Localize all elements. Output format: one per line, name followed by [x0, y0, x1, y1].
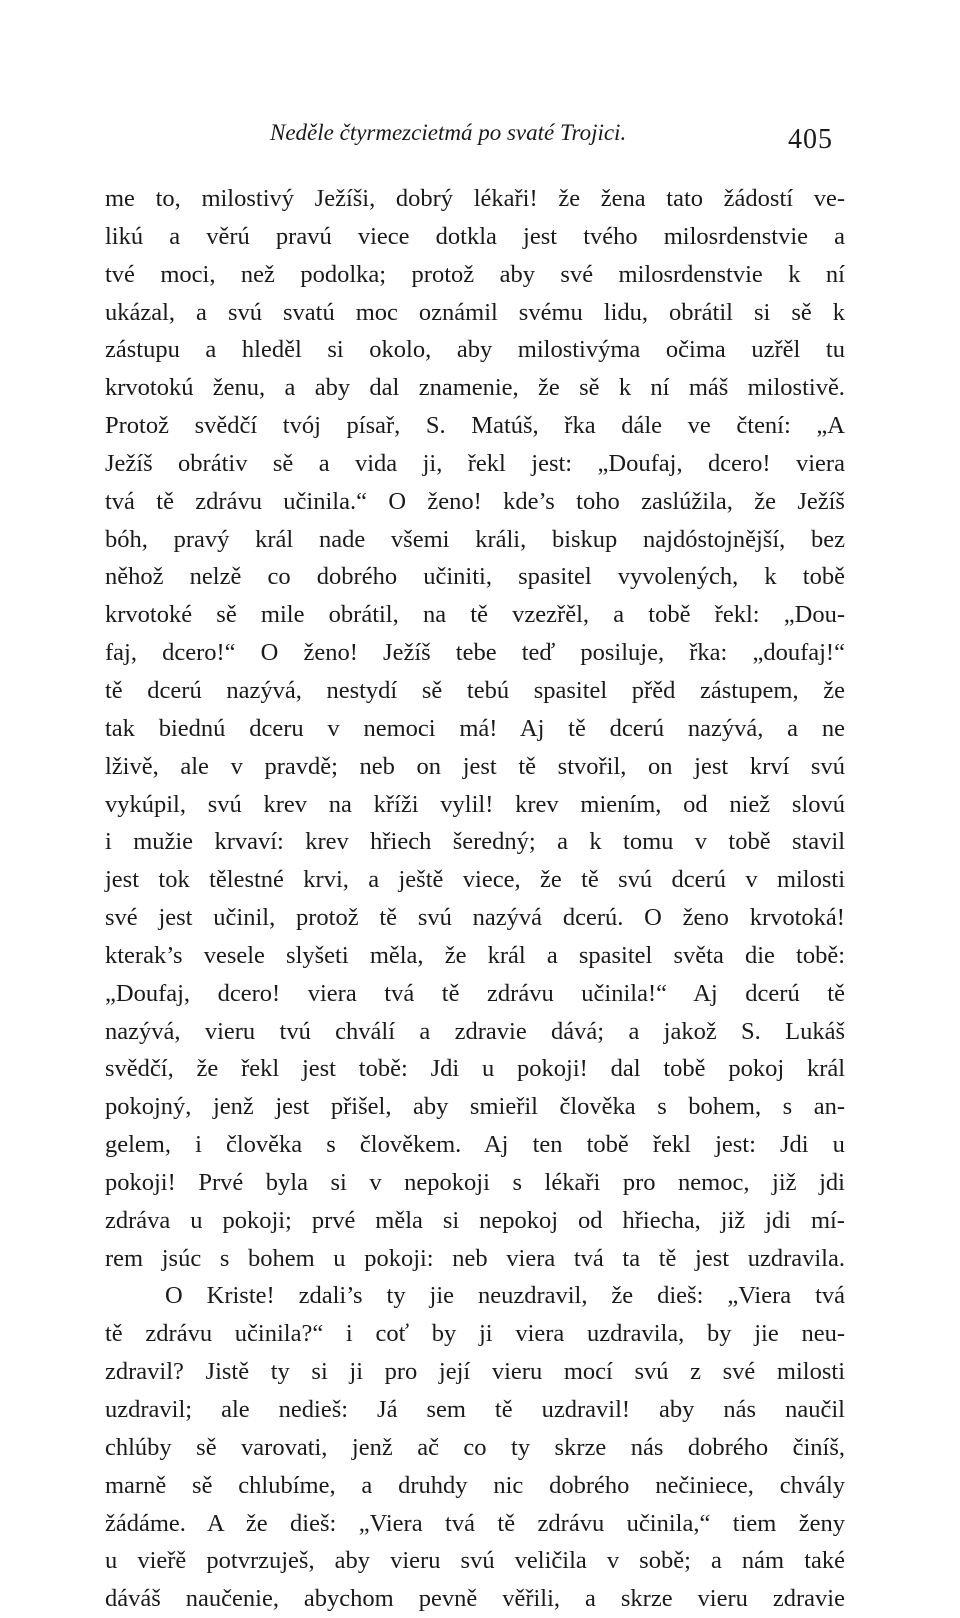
text-line-content: tak biednú dceru v nemoci má! Aj tě dcerú nazývá, a ne [105, 714, 845, 742]
text-line [105, 1013, 845, 1051]
text-line [105, 1467, 845, 1505]
text-line-content: ukázal, a svú svatú moc oznámil svému lidu, obrátil si sě k [105, 298, 845, 326]
text-line [105, 1126, 845, 1164]
text-line [105, 483, 845, 521]
text-line-content: me to, milostivý Ježíši, dobrý lékaři! že žena tato žádostí ve- [105, 185, 846, 212]
text-line [105, 748, 845, 786]
text-line-content: marně sě chlubíme, a druhdy nic dobrého nečiniece, chvály [105, 1471, 846, 1499]
text-line-content: gelem, i člověka s člověkem. Aj ten tobě řekl jest: Jdi u [105, 1131, 845, 1159]
text-line-content: vykúpil, svú krev na kříži vylil! krev miením, od niež slovú [105, 790, 846, 818]
text-line [105, 1240, 845, 1278]
text-line [105, 1050, 845, 1088]
text-line [105, 218, 845, 256]
text-line-content: Protož svědčí tvój písař, S. Matúš, řka dále ve čtení: „A [105, 412, 845, 440]
page-number: 405 [788, 124, 833, 155]
text-line [105, 407, 845, 445]
text-line-content: u vieřě potvrzuješ, aby vieru svú veličila v sobě; a nám také [105, 1547, 846, 1575]
text-line [105, 899, 845, 937]
text-line [105, 331, 845, 369]
text-line [105, 1429, 845, 1467]
text-line-content: bóh, pravý král nade všemi králi, biskup najdóstojnější, bez [105, 525, 845, 553]
text-line [105, 445, 845, 483]
text-line [105, 1580, 845, 1618]
text-line [105, 634, 845, 672]
text-line-content: tě dcerú nazývá, nestydí sě tebú spasitel přěd zástupem, že [105, 676, 845, 704]
text-line [105, 1505, 845, 1543]
text-line-content: tě zdrávu učinila?“ i coť by ji viera uzdravila, by jie neu- [105, 1320, 845, 1348]
text-line-content: pokoji! Prvé byla si v nepokoji s lékaři pro nemoc, již jdi [105, 1168, 845, 1196]
text-line-content: tvá tě zdrávu učinila.“ O ženo! kde’s toho zaslúžila, že Ježíš [105, 487, 845, 515]
text-line-content: „Doufaj, dcero! viera tvá tě zdrávu učinila!“ Aj dcerú tě [105, 979, 845, 1007]
text-line [105, 1542, 845, 1580]
text-line-content: Ježíš obrátiv sě a vida ji, řekl jest: „Doufaj, dcero! viera [105, 449, 845, 477]
text-line-content: něhož nelzě co dobrého učiniti, spasitel vyvolených, k tobě [105, 563, 845, 591]
text-line-content: faj, dcero!“ O ženo! Ježíš tebe teď posiluje, řka: „doufaj!“ [105, 639, 845, 667]
text-line-content: zdravil? Jistě ty si ji pro její vieru mocí svú z své milosti [105, 1358, 846, 1386]
text-line [105, 710, 845, 748]
text-line-content: chlúby sě varovati, jenž ač co ty skrze nás dobrého činíš, [105, 1433, 846, 1461]
text-line-content: rem jsúc s bohem u pokoji: neb viera tvá ta tě jest uzdravila. [105, 1244, 845, 1272]
text-line [105, 1391, 845, 1429]
text-line-content: svědčí, že řekl jest tobě: Jdi u pokoji! dal tobě pokoj král [105, 1055, 846, 1083]
text-line-content: uzdravil; ale nedieš: Já sem tě uzdravil! aby nás naučil [105, 1396, 845, 1423]
text-line-content: likú a věrú pravú viece dotkla jest tvého milosrdenstvie a [105, 222, 846, 250]
text-line-content: zdráva u pokoji; prvé měla si nepokoj od hřiecha, již jdi mí- [105, 1206, 845, 1234]
text-line [105, 1202, 845, 1240]
text-line [105, 369, 845, 407]
text-line-content: dáváš naučenie, abychom pevně věřili, a skrze vieru zdravie [105, 1585, 845, 1613]
body-text [105, 180, 845, 1618]
text-line [105, 975, 845, 1013]
text-line [105, 786, 845, 824]
text-line [105, 256, 845, 294]
text-line [105, 1277, 845, 1315]
text-line-content: zástupu a hleděl si okolo, aby milostivýma očima uzřěl tu [105, 336, 845, 364]
text-line-content: krvotoké sě mile obrátil, na tě vzezřěl, a tobě řekl: „Dou- [105, 601, 845, 629]
text-line [105, 596, 845, 634]
text-line-content: kterak’s vesele slyšeti měla, že král a spasitel světa die tobě: [105, 941, 846, 969]
text-line-content: O Kriste! zdali’s ty jie neuzdravil, že dieš: „Viera tvá [165, 1282, 846, 1310]
text-line-content: tvé moci, než podolka; protož aby své milosrdenstvie k ní [105, 260, 845, 288]
text-line [105, 1315, 845, 1353]
text-line [105, 1164, 845, 1202]
text-line-content: i mužie krvaví: krev hřiech šeredný; a k tomu v tobě stavil [105, 828, 846, 856]
text-line [105, 1088, 845, 1126]
text-line-content: své jest učinil, protož tě svú nazývá dcerú. O ženo krvotoká! [105, 904, 845, 932]
text-line-content: žádáme. A že dieš: „Viera tvá tě zdrávu učinila,“ tiem ženy [105, 1509, 846, 1537]
text-line-content: lživě, ale v pravdě; neb on jest tě stvořil, on jest krví svú [105, 752, 845, 780]
text-line [105, 294, 845, 332]
text-line [105, 521, 845, 559]
text-line [105, 558, 845, 596]
text-line [105, 672, 845, 710]
text-line [105, 937, 845, 975]
text-line-content: jest tok tělestné krvi, a ještě viece, že tě svú dcerú v milosti [105, 866, 846, 894]
text-line [105, 180, 845, 218]
text-line-content: nazývá, vieru tvú chválí a zdravie dává; a jakož S. Lukáš [105, 1017, 846, 1045]
text-line [105, 823, 845, 861]
text-line-content: krvotokú ženu, a aby dal znamenie, že sě k ní máš milostivě. [105, 374, 845, 402]
running-title: Neděle čtyrmezcietmá po svaté Trojici. [270, 120, 627, 145]
text-line-content: pokojný, jenž jest přišel, aby smieřil člověka s bohem, s an- [105, 1093, 846, 1121]
text-line [105, 1353, 845, 1391]
text-line [105, 861, 845, 899]
